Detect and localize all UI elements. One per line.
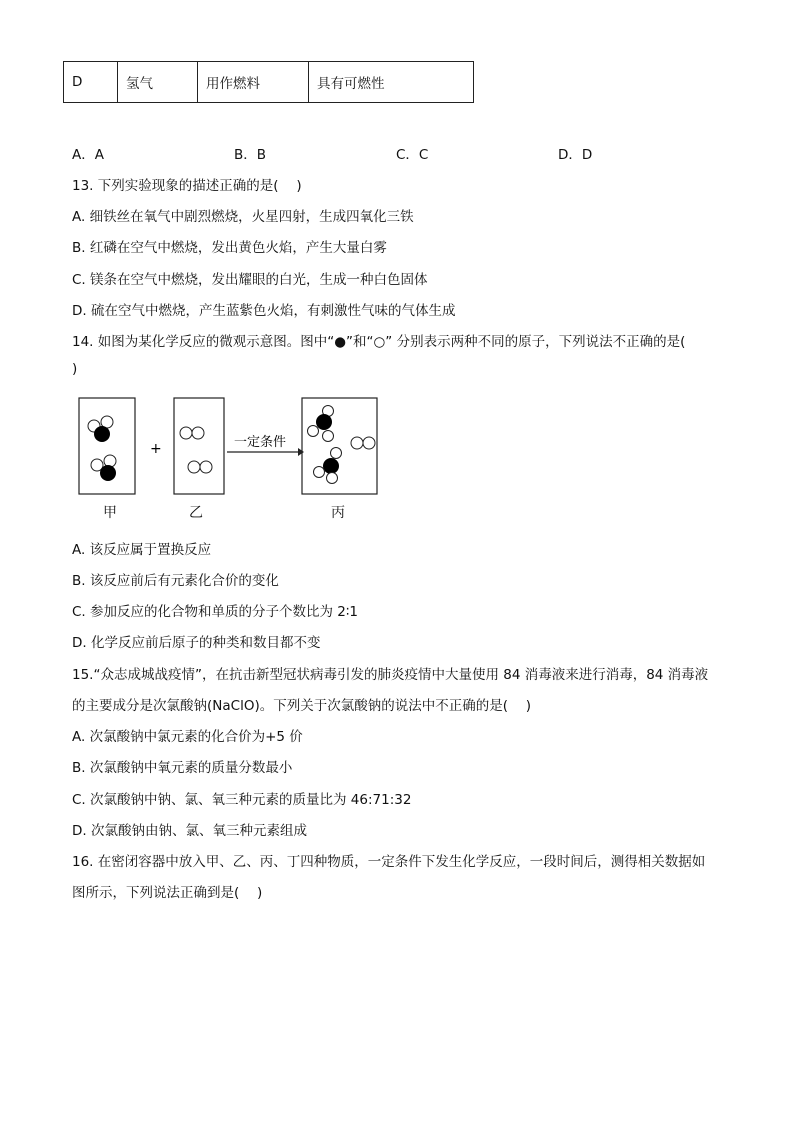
table-cell: 具有可燃性 [309,62,474,103]
q13-option-b: B. 红磷在空气中燃烧，发出黄色火焰，产生大量白雾 [72,240,387,256]
black-atom [316,414,332,430]
label-yi: 乙 [189,505,203,521]
table-cell: 用作燃料 [198,62,309,103]
q15-stem-line1: 15.“众志成城战疫情”，在抗击新型冠状病毒引发的肺炎疫情中大量使用 84 消毒液来进行消毒，84 消毒液 [72,667,709,683]
black-atom [94,426,110,442]
q14-option-a: A. 该反应属于置换反应 [72,542,212,558]
answer-table [63,61,474,103]
table-cell: 氢气 [118,62,198,103]
q13-option-c: C. 镁条在空气中燃烧，发出耀眼的白光，生成一种白色固体 [72,272,428,288]
white-atom [192,427,204,439]
box-yi [174,398,224,494]
white-atom [331,448,342,459]
q14-stem-line2: ) [72,361,78,377]
q12-option-b: B．B [234,147,267,163]
q12-option-a: A．A [72,147,104,163]
white-atom [351,437,363,449]
white-atom [200,461,212,473]
white-atom [188,461,200,473]
white-atom [180,427,192,439]
arrow-head-icon [298,448,304,456]
label-bing: 丙 [331,505,345,521]
q12-option-c: C．C [396,147,429,163]
white-atom [327,473,338,484]
q14-option-b: B. 该反应前后有元素化合价的变化 [72,573,279,589]
table-cell: D [64,62,118,103]
black-atom [323,458,339,474]
q16-stem-line2: 图所示，下列说法正确到是( ) [72,885,263,901]
table-row [64,62,474,103]
q15-option-c: C. 次氯酸钠中钠、氯、氧三种元素的质量比为 46:71:32 [72,792,412,808]
white-atom [314,467,325,478]
plus-sign: + [150,441,162,457]
white-atom [323,431,334,442]
reaction-diagram [70,390,390,498]
q15-option-a: A. 次氯酸钠中氯元素的化合价为+5 价 [72,729,303,745]
q15-stem-line2: 的主要成分是次氯酸钠(NaClO)。下列关于次氯酸钠的说法中不正确的是( ) [72,698,532,714]
white-atom [308,426,319,437]
white-atom [363,437,375,449]
q14-option-c: C. 参加反应的化合物和单质的分子个数比为 2∶1 [72,604,358,620]
q13-option-a: A. 细铁丝在氧气中剧烈燃烧，火星四射，生成四氧化三铁 [72,209,414,225]
q13-option-d: D. 硫在空气中燃烧，产生蓝紫色火焰，有刺激性气味的气体生成 [72,303,456,319]
q15-option-b: B. 次氯酸钠中氧元素的质量分数最小 [72,760,293,776]
q13-stem: 13. 下列实验现象的描述正确的是( ) [72,178,302,194]
q12-option-d: D．D [558,147,593,163]
white-atom [104,455,116,467]
condition-label: 一定条件 [234,435,287,450]
q14-stem-line1: 14. 如图为某化学反应的微观示意图。图中“●”和“○” 分别表示两种不同的原子，下列说法不正确的是( [72,334,686,350]
q15-option-d: D. 次氯酸钠由钠、氯、氧三种元素组成 [72,823,307,839]
q14-option-d: D. 化学反应前后原子的种类和数目都不变 [72,635,321,651]
label-jia: 甲 [103,505,117,521]
q16-stem-line1: 16. 在密闭容器中放入甲、乙、丙、丁四种物质，一定条件下发生化学反应，一段时间后，测得相关数据如 [72,854,706,870]
black-atom [100,465,116,481]
